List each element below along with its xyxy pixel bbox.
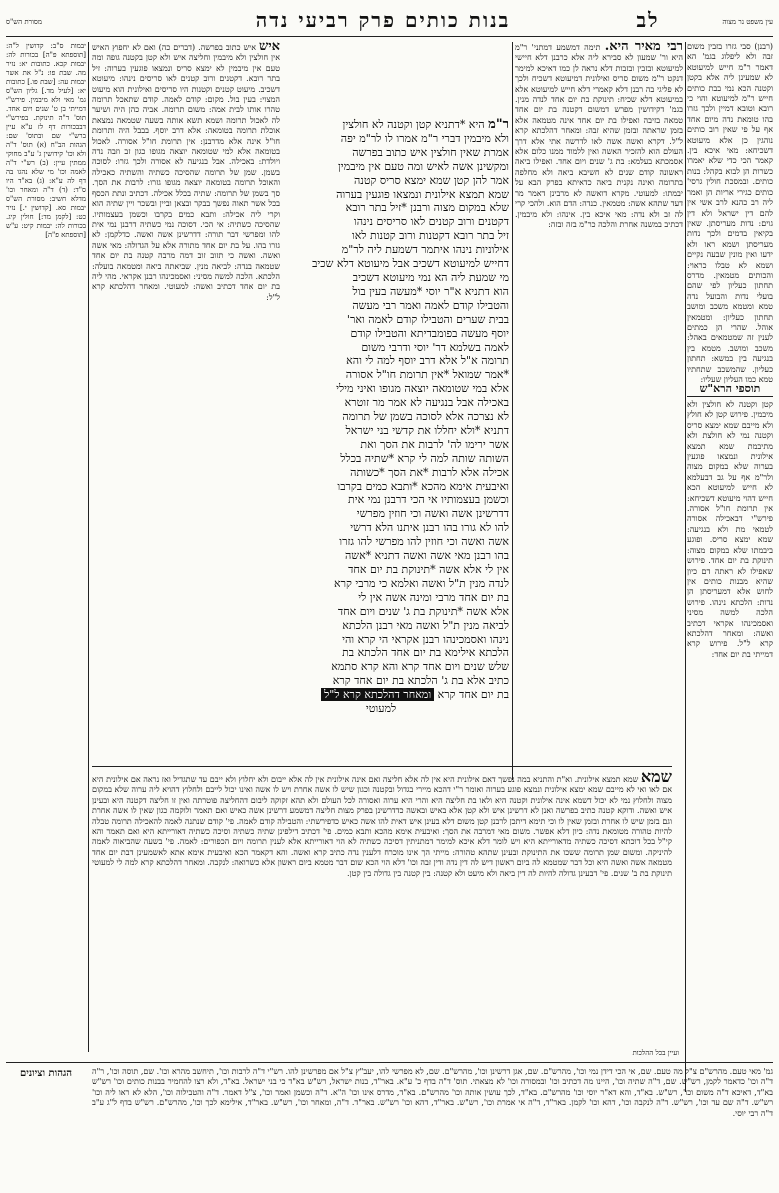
- gemara-line: שלש שנים ויום אחד קרא והא קרא סתמא: [331, 660, 509, 674]
- bottom-text: שמא תמצא אילונית. וא"ת והתניא במה נפשך דאם אילונית היא אין לה אלא חליצה ואם אינה אילונית אין לה אלא ייבום ולא יחלוץ ולא ייבם עד שתגדיל ואז נראה אם אילונית היא אם לאו ואי לא מייבם שמא ימצא אילונית ונמצא פוגע בערוה ואומר ר"י דהכא מיירי בגדול ובקטנה וכגון שיש לו אשה אחרת ויש לו אשה ואינו יכול לייבם ולחלוץ דהויא ליה ערוה שלא במקום מצוה ולחלוץ נמי לא יכול דשמא אינה אילונית וקטנה היא ולאו בת חליצה היא והרי היא ערוה ואסורה לכל העולם ולא תהא זקוקה ליבום דהחליצה פוטרתה ואין זו חליצה דקטנה היא ובעינן איש ואשה. ודוקא קטנה כתיב בפרשה ואנן לא דרשינן איש ולא קטן אלא באיש ובאשה כדדרשינן בפרק מצות חליצה דמשמע דרשינן אשה כאיש ואם תאמר ולוקמה כגון שאין לו אשה אחרת וגם בזמן שיש לו אחרת ובזמן שאין לו וכי תימא דיתכן לרבנן קטן משום דלא בעינן איש דאית להו אשה כאיש כדפירשתי: והטבילה קודם לאמה. פי' קודם שנתנה לאמה להאכילה תרומה טבלה להיות טהורה מטומאת נדה: כיון דלא אפשר. משום מאי דמרבה את הסך: ואיבעית אימא מהכא ותבא כמים. פי' דכתיב דילפינן שתיה כשתיה וסיכה כשתיה דאורייתא היא ואם תאמר והא קי"ל בכל דוכתא דסיכה כשתיה מדאורייתא היא ויש לומר דלא איכא למימר דמתניתין דסיכה כשתיה לא הוי דאורייתא אלא לענין תרומה ויום הכפורים: לאמה. פי' בשעה שהביאוה לאמה להיניקה. ומשום שמן תרומה ששכו את התינוקת ובעינן שתהא טהורה: מייתי הך אינו מוכרח דלענין נדה כתיב קרא ואשה. והא דקאמר הכא ואיבעית אימא אתא לאשמעינן דבת יום אחד מטמאה אשה ואשה היא וכל דבר שמטמא לה ביום ראשון דיש לה דין נדה ודין זבה וכו' דלא הוי הכא שום דבר מטמא ביום ראשון אלא כשרואה: לנקבה. ומאחר דהלכתא קרא למה לי למעוטי תינוקת בת ב' שנים. פי' דבעינן גדולה להיות לה דין ביאה ולא מיעט ולא קטנה: בין קטנה בין גדולה בין קטן.: [92, 775, 672, 878]
- gemara-line: ומקשינן אשה לאיש ומה טעם אין מיבמין: [338, 159, 509, 173]
- page-title: בנות כותים פרק רביעי נדה: [255, 8, 511, 32]
- footer-text: גמ' מאי טעם. מהרש"ם צ"ל מה טעם. שם, אי הכי דידן נמי וכו', מהרש"ם. שם, אגן דרשינן וכו', מהרש"ם. שם, לא מפרשי להו, יעב"ץ צ"ל אם מפרשינן להו. רש"י ד"ה לרבות וכו', תיחשב מהרא וכו'. שם, תוסה וכו', ר"ה ד"ה וכו' כדאמר לקמן, רש"ש. שם, ד"ה שתיה וכו', היינו מה דכתיב וכו' ובמסורה וכו' לא מצאתי. תוס' ד"ה בדף כ' ע"א. באר"ד, בנות ישראל, רש"ש בא"ד כי בני ישראל. בא"ד, ולא רצו להחמיר בבנות כותים וכו' רש"ש בא"ד, דאיכא ד"ה משום וכו', רש"ש. בא"ד, והא דא"ר יוסי וכו' מהרש"ם. בא"ד, לכך עושין אותה וכו' מהרש"ם. בא"ד, מדרס אינו וכו' ה"א. ד"ה וכשמן ואמר וכו', צ"ל דאמר. ד"ה והטבילוה וכו', הלא לא ראו ליה וכו' רש"ש. ד"ה שם עד וכו', רש"ש. ד"ה לנקבה וכו', דהא וכו' לקמן. באר"ד, ד"ה אי אמרת וכו', רש"ש. באר"ד, דהא וכו' רש"ש. באר"ד. ד"ה, ומאחר וכו', רש"ש. באר"ד, אילימא לכך וכו', מהרש"ם. רש"ש בדף ל"ג ע"ב ד"ה רבי יוסי.: [92, 1067, 774, 1118]
- right-outer-text: (רבנן) סבי גזרו בזבין משום זבה ולא ליפלוג בגמ' הא דאמר ר"מ חייש למיעוטא לא שמעינן ליה אלא בקטן וקטנה הכא נמי בבת כותים חייש ר"מ למיעוטא והוי כי רובא וטובא דמיין ולכך גזרו בהו טומאת נדה מיום אחד אף על פי שאין רוב כותים נוהגין כן אלא מיעוטא דשכיחא: מאי איכא בין. קאמר הכי כדי שלא יאמרו כשרות הן לבוא בקהל: בנות כותים. ובמסכת חולין גרסי' כותים כגירי אריות הן ואמר ליה רב כהנא לרב אשי אין להם דין ישראל ולא דין גוים: נדות מעריסתן. שאין בקיאין בדמים ולכך נדות מעריסתן ושמא ראו ולא ידעו ואין מונין שבעה נקיים ושמא לא טבלו כראוי: והכותים מטמאין. מדרס תחתון כעליון לפי שהם בועלי נדות והבועל נדה טמא ומטמא משכב ומושב תחתון כעליון: ומטמאין אוהל. שהרי הן כמתים לענין זה שמטמאים באהל: משכב ומושב. מטמא בין בנגיעה בין במשא: תחתון כעליון. שהמשכב שתחתיו טמא כמו העליון שעליו:: [687, 42, 773, 384]
- daf-number: לב: [636, 8, 660, 32]
- gemara-line: אלא במי שטומאה יוצאה מגופו ואיני מילי: [336, 382, 509, 396]
- footer: [6, 1067, 773, 1187]
- rashi-opening: איש: [259, 39, 280, 54]
- gemara-line: לאמה בשלמא דר' יוסי ודרבי משום: [361, 340, 509, 354]
- gemara-line: אילוניות נינהו איתמר דשמעת ליה לר"מ: [341, 243, 509, 257]
- gemara-opening: ר"מ: [488, 117, 509, 132]
- gemara-line: שלא במקום מצוה ורבנן *זיל בתר רובא: [345, 201, 509, 215]
- tosafot-text: תימה דמשמע דמתני' ר"מ היא ור' שמעון לא סבירא ליה אלא כרבנן דלא חיישי למיעוטא ובזבין ובזבות דלא נראה לן כמו דאיכא למימר דנקט ר"מ משום סריס ואילונית דמיעוטא דשכיח ולכך לא פליגי בה רבנן דלא קאמרי דלא חייש למיעוטא אלא במיעוטא דלא שכיח: תינוקת בת יום אחד לנדה מנין. בגמ' דקידושין מפרש דמשום דקטנה בת יום אחד טמאה בזיבה ואפילו בת יום אחד אינה מטמאה אלא בזמן שראתה ובזמן שהיא זבה: ומאחר דהלכתא קרא ל"ל. דקרא ואשה אשה לאו לדרשה אתי אלא דרך העולם הוא להזכיר האשה ואין ללמוד ממנו כלום אלא אסמכתא בעלמא: בת ג' שנים ויום אחד. ואפילו ביאה ראשונה קודם שנים לא חשיבא ביאה ולא מחלפה בתרומה ואינה נקנית ביאה כדאיתא בפרק הבא על יבמתו: למעוטי. מקרא דואשה לא מרבינן דאמר מר דעד שתהא אשה: מטמאין. כנדה: הדם הוא. ולהכי קרי לה זב ולא נדה: מאי איכא בין. אינהו: ולא מיבמין. דכתיב במשנה אחרת והלכה כר"מ בזה ובזה:: [515, 43, 683, 229]
- gemara-line: אכילה אלא לרבות *את הסך *כשותה: [350, 465, 509, 479]
- left-outer-margin: [6, 42, 86, 1047]
- gemara-line: מי שמעת ליה הא נמי מיעוטא דשכיב: [352, 270, 509, 284]
- bottom-rule: [92, 766, 672, 767]
- gemara-line: כתיב אלא בת ג' הלכתא בת יום אחד קרא: [332, 674, 509, 688]
- gemara-line: זיל בתר רובא דקטנות ורוב קטנות לאו: [351, 229, 509, 243]
- gemara-line: *אמר שמואל *אין תרומת חו"ל אסורה: [345, 368, 509, 382]
- gemara-line: ר"מ היא *דתניא קטן וקטנה לא חולצין: [342, 117, 509, 132]
- bottom-opening: שמא: [640, 767, 672, 786]
- gemara-line: ואיבעית אימא מהכא *ותבא כמים בקרבו: [337, 479, 509, 493]
- gemara-line: אשה ואשה וכי חוזין להו מפרשי להו גזרו: [339, 535, 509, 549]
- gemara-line: דחייש למיעוטא דשכיב אבל מיעוטא דלא שכיב: [312, 257, 509, 271]
- margin-label-right: עין משפט נר מצוה: [722, 18, 773, 26]
- right-outer-commentary: [687, 42, 773, 384]
- gemara-line: באכילה אבל בנגיעה לא אמר מר זוטרא: [344, 396, 509, 410]
- gemara-line: לנדה מנין ת"ל ואשה ואלמא כי מרבי קרא: [334, 576, 509, 590]
- tosafot-heading: רבי מאיר היא.: [604, 39, 684, 54]
- gemara-highlight: ומאחר דהלכתא קרא ל"ל: [321, 688, 434, 701]
- gemara-line: אמר להן קטן שמא ימצא סריס קטנה: [353, 173, 509, 187]
- rashi-column: [92, 39, 280, 758]
- tosafot-column: [515, 39, 684, 780]
- tosafot-harosh-block: [687, 382, 773, 1092]
- footer-rule: [6, 1062, 773, 1063]
- gemara-line: אלא אשה *תינוקת בת ג' שנים ויום אחד: [337, 604, 509, 618]
- page-header: [6, 6, 773, 36]
- gemara-line: והטבילו קודם לאמה ואמר רבי מעשה: [352, 298, 509, 312]
- gemara-last-line: למעוטי: [365, 702, 397, 716]
- gemara-line: בבית שערים והטבילו קודם לאמה ואר': [346, 312, 509, 326]
- gemara-line: דדרשינן אשה ואשה וכי חוזין מפרשי: [356, 507, 509, 521]
- gemara-line: דתניא *ולא יחללו את קדשי בני ישראל: [345, 423, 509, 437]
- column-divider-left: [88, 42, 89, 1052]
- gemara-line: נינהו ואסמכינהו רבנן אקראי הי קרא והי: [342, 632, 509, 646]
- gemara-line: אין לי אלא אשה *תינוקת בת יום אחד: [348, 563, 509, 576]
- gemara-line: לביאה מנין ת"ל ואשה מאי רבנן הלכתא: [342, 618, 509, 632]
- bottom-note: ועיין בכל ההלכות: [632, 1049, 679, 1057]
- gemara-line: הוא דתניא א"ר יוסי *מעשה בעין בול: [352, 284, 509, 298]
- gemara-line-prefix: בת יום אחד קרא: [437, 688, 509, 702]
- gemara-line: בת יום אחד מרבי ומינה אשה אין לי: [358, 590, 509, 604]
- bottom-commentary: [92, 767, 672, 1047]
- tosafot-harosh-text: קטן וקטנה לא חולצין ולא מיבמין. פירוש קטן לא חולץ ולא מייבם שמא ימצא סריס וקטנה נמי לא חולצת ולא מתיבמת שמא תמצא אילונית ונמצאו פוגעין בערוה שלא במקום מצוה ולר"מ אף על גב דבעלמא לא חייש למיעוטא הכא חייש דהוי מיעוטא דשכיחא: אין תרומת חו"ל אסורה. פירש"י דבאכילה אסורה לטמאי מת ולא בנגיעה: שמא ימצא סריס. ופוגע ביבמתו שלא במקום מצוה: תינוקת בת יום אחד. פירוש שאפילו לא ראתה דם כיון שהיא מבנות כותים אין לחוש אלא דמעריסתן הן נדות: הלכתא נינהו. פירוש הלכה למשה מסיני ואסמכינהו אקראי דכתיב ואשה: ומאחר דהלכתא קרא ל"ל. פירוש קרא דמייתי בת יום אחד:: [687, 400, 773, 659]
- gemara-line: להו לא גורו בהו רבנן איתנו הלא דרשי: [350, 521, 509, 535]
- gemara-highlight-line: [253, 688, 509, 702]
- rashi-text: איש כתוב בפרשה. (דברים כה) ואם לא יחפוץ האיש אין חולצין ולא מיבמין וחליצה איש ולא קטן בקטנה גופה ומה טעם אין מיבמין לא ימצא סריס ונמצאו פוגעין בערוה: זיל בתר רובא. דקטנים ורוב קטנים לאו סריסים נינהו: מיעוטא דשכיב. מיעוט קטנים וקטנות היו סריסים ואילונית הוא מיעוט המצוי: בעין בול. מקום: קודם לאמה. קודם שתאכל תרומה טהרו אותו לבית אמה: משום תרומה. אביה כהן היה ושיער לה לאכול תרומה ושמא תשא אותה בשעה שטמאה נמצאת אוכלת תרומה בטומאה: אלא דרב יוסף. בבבל היה ותרומת חו"ל אינה אלא מדרבנן: אין תרומת חו"ל אסורה. לאכול בטומאה אלא למי שטומאה יוצאה מגופו כגון זב וזבה נדה ויולדת: באכילה. אבל בנגיעה לא אסורה ולכך גזרו: לסוכה בשמן. שמן של תרומה שהסיכה כשתיה והשתיה כאכילה והאוכל תרומה בטומאה יוצאה מגופו גזרו: לרבות את הסך. סך בשמן של תרומה: שתיה בכלל אכילה. דכתיב ונתת הכסף בכל אשר תאוה נפשך בבקר ובצאן וביין ובשכר ויין שתיה הוא וקרי ליה אכילה: ותבא כמים בקרבו וכשמן בעצמותיו. שהסיכה כשתיה: אי הכי. דסוכה נמי כשתיה דרבנן נמי אית להו ומפרשי דבר תורה: דדרשינן אשה ואשה. כדלקמן: לא גזרו בהו. על בת יום אחד מתורה אלא על הגדולה: מאי אשה ואשה. ואשה כי תזוב זוב דמה מרבה קטנה בת יום אחד שטמאה בנדה: לביאה מנין. שביאתה ביאה ומטמאה בועלה: הלכתא. הלכה למשה מסיני: ואסמכינהו רבנן אקראי. מהי ליה בת יום אחד דכתיב ואשה: למעוטי. ומאחר דהלכתא קרא ל"ל:: [92, 43, 280, 302]
- footer-heading: הגהות וציונים: [19, 1068, 73, 1079]
- gemara-line: יוסף מעשה בפומבדיתא והטבילו קודם: [350, 326, 509, 340]
- gemara-line: אשר ירימו לה' לרבות את הסך ואת: [360, 437, 509, 451]
- header-rule: [6, 36, 773, 37]
- column-divider-right: [512, 42, 513, 780]
- tosafot-harosh-heading: תוספי הרא"ש: [687, 382, 773, 397]
- column-divider-outer-right: [685, 42, 686, 1092]
- gemara-lines: [253, 118, 509, 688]
- gemara-line: השותה שותה למה לי קרא *שתיה בכלל: [340, 451, 509, 465]
- gemara-text: [253, 118, 509, 758]
- left-outer-text: יבמות ס"ב: קדושין ל"ה: [תוספתא פ"ה] בכורות לה: יבמות קכא. כתובות יא: נזיר מה. שבת פו: נ"ל את אשר יבמות עה: [שבת פו.] כתובות יא: [לעיל מד.] גליון הש"ס גמ' מאי ולא מיבמין. פירש"י דמייתי בן ט' שנים ויום אחד. תוס' ד"ה תינוקת. בפירש"י דבבכורות דף לז ע"א עיין ברש"י שם ובתוס' שם: הגהות הב"ח (א) תוס' ד"ה ולא וכו' קידושין ג' ע"ב מחוקי ממתין עיין: (ב) רש"י ד"ה לאמה וכו' מי שלא נהגו בה דף לה ע"א: (ג) בא"ד היו ס"ד: (ד) ד"ה ומאחר וכו' מדלא חשיב: מסורת הש"ס יבמות סא. [קדושין י.] נזיר כט: [לקמן מד:] חולין קיג. בכורות לה: יבמות קיט: ע"ש [תוספתא פ"ה]: [6, 42, 86, 239]
- margin-label-left: מסורת הש"ס: [6, 18, 43, 26]
- gemara-line: תרומה א"ל אלא דרב יוסף למה לי והא: [346, 354, 509, 368]
- gemara-line: אמרת שאין חולצין איש כתוב בפרשה: [352, 145, 509, 159]
- gemara-line: בהו רבנן מאי אשה ואשה דתניא *אשה: [344, 549, 509, 563]
- gemara-line: דקטנים ורוב קטנים לאו סריסים נינהו: [353, 215, 509, 229]
- gemara-line: לא נצרכה אלא לסוכה בשמן של תרומה: [342, 410, 509, 424]
- gemara-line: וכשמן בעצמותיו אי הכי דרבנן נמי אית: [348, 493, 509, 507]
- gemara-line: ולא מיבמין דברי ר"מ אמרו לו לר"מ יפה: [340, 131, 509, 145]
- gemara-line: שמא תמצא אילונית ונמצאו פוגעין בערוה: [336, 187, 509, 201]
- gemara-line: הלכתא אילימא בת יום אחד הלכתא בת: [342, 646, 509, 660]
